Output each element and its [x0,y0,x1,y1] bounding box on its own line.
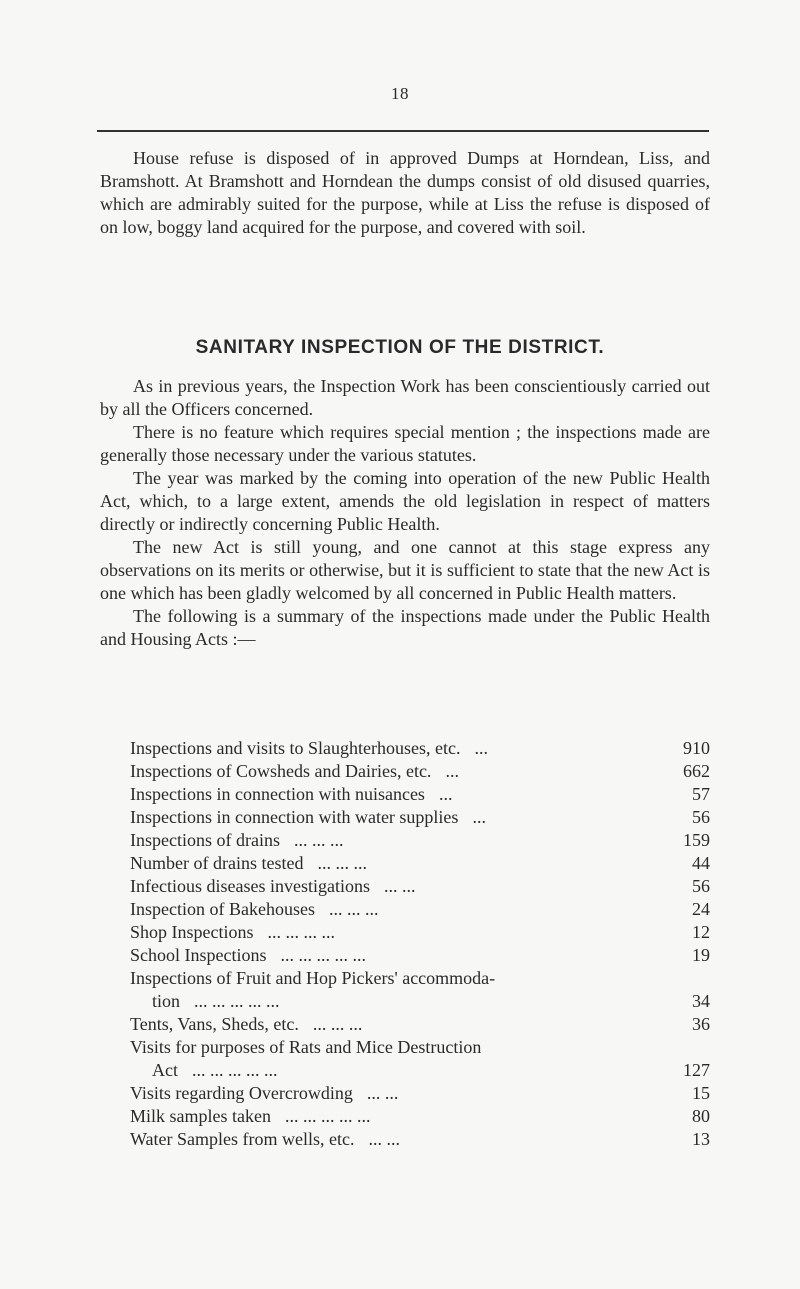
item-count: 36 [692,1014,710,1034]
item-count: 910 [683,738,710,758]
item-label: Number of drains tested [130,853,304,873]
list-item [130,921,710,944]
item-label: Inspections in connection with water supplies [130,807,459,827]
item-leader: ... ... [368,1129,400,1149]
paragraph-3: The year was marked by the coming into operation of the new Public Health Act, which, to a large extent, amends the old legislation in respect of matters directly or indirectly concerning Public Health. [100,468,710,534]
list-item [130,875,710,898]
item-leader: ... ... ... [328,899,379,919]
item-leader: ... [472,807,486,827]
paragraph-1: As in previous years, the Inspection Work has been conscientiously carried out by all the Officers concerned. [100,376,710,419]
item-label: Infectious diseases investigations [130,876,370,896]
item-leader: ... ... ... ... ... [194,991,280,1011]
item-count: 44 [692,853,710,873]
item-leader: ... ... ... ... [267,922,335,942]
list-item [130,1013,710,1036]
item-label: tion [152,991,181,1011]
section-heading: SANITARY INSPECTION OF THE DISTRICT. [195,337,605,358]
item-label: Inspections of Fruit and Hop Pickers' accommoda- [130,968,496,988]
item-label: Visits for purposes of Rats and Mice Destruction [130,1037,482,1057]
item-count: 159 [683,830,710,850]
item-leader: ... ... ... ... ... [192,1060,278,1080]
inspection-summary-list [130,737,710,1151]
list-item [130,737,710,760]
item-leader: ... ... ... [312,1014,363,1034]
item-count: 15 [692,1083,710,1103]
item-count: 19 [692,945,710,965]
list-item [130,898,710,921]
list-item [130,1082,710,1105]
list-item [130,944,710,967]
list-item [130,783,710,806]
item-label: Inspections in connection with nuisances [130,784,425,804]
header-rule [97,130,709,132]
item-leader: ... [438,784,453,804]
list-item [130,852,710,875]
paragraph-5: The following is a summary of the inspections made under the Public Health and Housing Acts :— [100,606,710,649]
list-item [130,1059,710,1082]
list-item [130,990,710,1013]
item-count: 80 [692,1106,710,1126]
item-label: Inspections of Cowsheds and Dairies, etc. [130,761,432,781]
item-leader: ... ... ... ... ... [284,1106,371,1126]
item-label: Inspection of Bakehouses [130,899,315,919]
item-count: 127 [683,1060,710,1080]
item-count: 24 [692,899,710,919]
item-leader: ... ... ... ... ... [280,945,366,965]
list-item [130,1036,710,1059]
item-label: Milk samples taken [130,1106,271,1126]
item-count: 56 [692,807,710,827]
item-leader: ... [474,738,488,758]
item-label: Tents, Vans, Sheds, etc. [130,1014,299,1034]
section-body [100,375,710,651]
item-count: 57 [692,784,710,804]
intro-paragraph: House refuse is disposed of in approved Dumps at Horndean, Liss, and Bramshott. At Bramshott and Horndean the dumps consist of old disused quarries, which are admirably suited for the purpose, while at Liss the refuse is disposed of on low, boggy land acquired for the purpose, and covered with soil. [100,148,710,237]
paragraph-4: The new Act is still young, and one cannot at this stage express any observations on its merits or otherwise, but it is sufficient to state that the new Act is one which has been gladly welcomed by all concerned in Public Health matters. [100,537,710,603]
page-number: 18 [391,84,409,103]
item-leader: ... ... [366,1083,399,1103]
item-label: Water Samples from wells, etc. [130,1129,355,1149]
list-item [130,806,710,829]
item-label: Act [152,1060,178,1080]
item-count: 662 [683,761,710,781]
paragraph-2: There is no feature which requires special mention ; the inspections made are generally those necessary under the various statutes. [100,422,710,465]
item-count: 56 [692,876,710,896]
item-leader: ... ... [383,876,416,896]
list-item [130,829,710,852]
item-label: Shop Inspections [130,922,254,942]
item-label: Inspections and visits to Slaughterhouses, etc. [130,738,461,758]
item-count: 12 [692,922,710,942]
item-label: Inspections of drains [130,830,280,850]
item-leader: ... ... ... [293,830,344,850]
item-count: 13 [692,1129,710,1149]
list-item [130,1128,710,1151]
item-label: School Inspections [130,945,267,965]
list-item [130,1105,710,1128]
item-leader: ... ... ... [317,853,367,873]
item-label: Visits regarding Overcrowding [130,1083,353,1103]
item-leader: ... [445,761,459,781]
item-count: 34 [692,991,710,1011]
list-item [130,967,710,990]
list-item [130,760,710,783]
